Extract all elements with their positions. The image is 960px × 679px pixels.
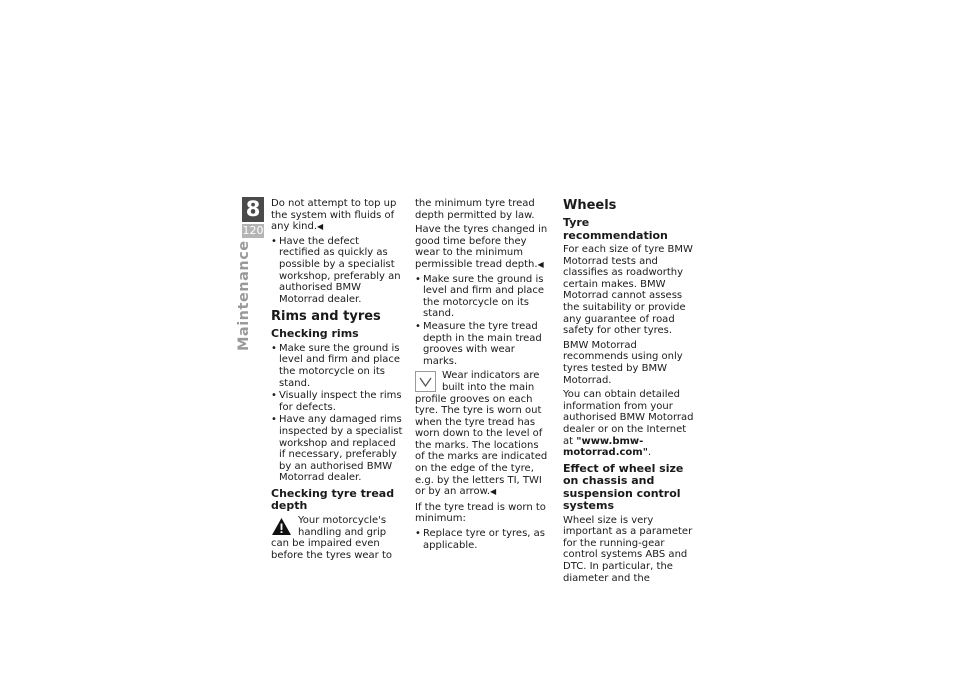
- intro-paragraph: Do not attempt to top up the system with fluids of any kind.◀: [271, 198, 397, 233]
- warning-triangle-icon: [271, 516, 292, 537]
- column-2: [415, 198, 548, 554]
- column-1: [271, 198, 403, 565]
- note-arrow-icon: [415, 371, 436, 392]
- subsection-title-checking-rims: Checking rims: [271, 327, 359, 341]
- list-item: • Visually inspect the rims for defects.: [271, 390, 402, 413]
- list-item: • Make sure the ground is level and firm and place the motorcycle on its stand.: [271, 342, 401, 389]
- end-mark-icon: ◀: [490, 487, 497, 497]
- list-item: • Measure the tyre tread depth in the main tread grooves with wear marks.: [415, 320, 542, 367]
- paragraph: BMW Motorrad recommends using only tyres tested by BMW Motorrad.: [563, 339, 683, 386]
- section-title-rims-tyres: Rims and tyres: [271, 309, 381, 325]
- paragraph: If the tyre tread is worn to minimum:: [415, 501, 546, 525]
- paragraph: You can obtain detailed information from your authorised BMW Motorrad dealer or on the Internet at "www.bmw-motorrad.com".: [563, 389, 694, 459]
- paragraph: Have the tyres changed in good time before they wear to the minimum permissible tread depth.◀: [415, 224, 548, 270]
- subsection-title-wheel-size: Effect of wheel size on chassis and suspension control systems: [563, 461, 684, 513]
- chapter-title-vertical: Maintenance: [236, 240, 252, 351]
- paragraph: For each size of tyre BMW Motorrad tests and classifies as roadworthy certain makes. BMW Motorrad cannot assess the suitability or provide any guarantee of road safety for other tyres.: [563, 244, 693, 337]
- list-item: • Have any damaged rims inspected by a specialist workshop and replaced if necessary, preferably by an authorised BMW Motorrad dealer.: [271, 414, 403, 484]
- intro-list: [271, 236, 403, 306]
- end-mark-icon: ◀: [317, 222, 324, 232]
- subsection-title-tyre-recommendation: Tyre recommendation: [563, 216, 668, 242]
- info-note: Wear indicators are built into the main profile grooves on each tyre. The tyre is worn out when the tyre tread has worn down to the level of the marks. The locations of the marks are indicated on the edge of the tyre, e.g. by the letters TI, TWI or by an arrow.◀: [415, 370, 548, 498]
- section-title-wheels: Wheels: [563, 198, 617, 213]
- list-item: • Replace tyre or tyres, as applicable.: [415, 528, 545, 551]
- chapter-number-badge: 8: [242, 197, 264, 222]
- paragraph: the minimum tyre tread depth permitted by law.: [415, 198, 535, 221]
- rims-list: [271, 343, 403, 484]
- list-item: • Make sure the ground is level and firm and place the motorcycle on its stand.: [415, 273, 545, 320]
- website-link[interactable]: "www.bmw-motorrad.com": [563, 435, 648, 459]
- column-3: [563, 198, 697, 587]
- page-number: 120: [242, 224, 264, 237]
- paragraph: Wheel size is very important as a parameter for the running-gear control systems ABS and DTC. In particular, the diameter and the: [563, 514, 693, 584]
- tread-list: [415, 274, 548, 368]
- list-item: • Have the defect rectified as quickly as possible by a specialist workshop, preferably an authorised BMW Motorrad dealer.: [271, 235, 401, 305]
- warning-note: Your motorcycle's handling and grip can be impaired even before the tyres wear to: [271, 514, 393, 561]
- end-mark-icon: ◀: [537, 259, 544, 269]
- subsection-title-tread-depth: Checking tyre tread depth: [271, 486, 395, 513]
- replace-list: [415, 528, 548, 551]
